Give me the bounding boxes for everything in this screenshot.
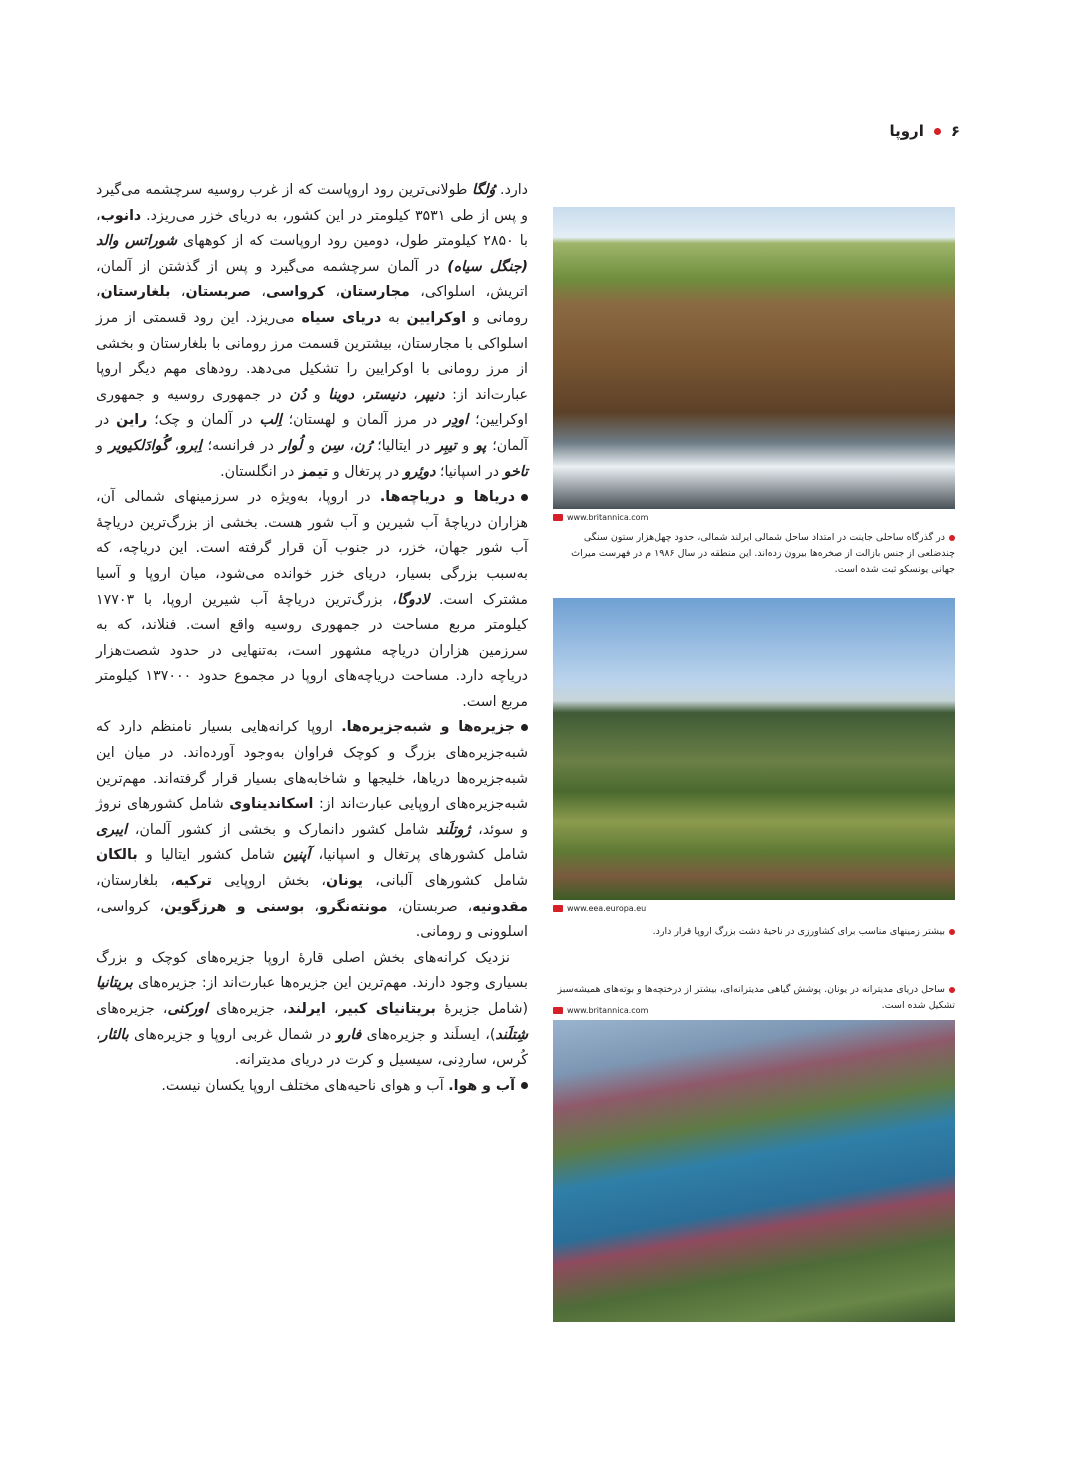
bullet-icon: [521, 1082, 528, 1089]
photo-source-3: www.britannica.com: [553, 1006, 648, 1015]
paragraph-lakes: دریاها و دریاچه‌ها. در اروپا، به‌ویژه در سرزمینهای شمالی آن، هزاران دریاچهٔ آب شیرین و آب شور هست. بخشی از بزرگ‌ترین دریاچهٔ آب شور جهان، خزر، در جنوب آن قرار گرفته است. این دریاچه، که به‌سبب بزرگی بسیار، دریای خزر خوانده می‌شود، میان اروپا و آسیا مشترک است. لادوگا، بزرگ‌ترین دریاچهٔ آب شیرین اروپا، با ۱۷۷۰۳ کیلومتر مربع مساحت در جمهوری روسیه واقع است. فنلاند، که به سرزمین هزاران دریاچه مشهور است، به‌تنهایی در حدود شصت‌هزار دریاچه دارد. مساحت دریاچه‌های اروپا در مجموع حدود ۱۳۷۰۰۰ کیلومتر مربع است.: [96, 489, 528, 710]
photo-european-plain: [553, 598, 955, 900]
paragraph-islands: جزیره‌ها و شبه‌جزیره‌ها. اروپا کرانه‌هایی بسیار نامنظم دارد که شبه‌جزیره‌های بزرگ و کوچک فراوان به‌وجود آورده‌اند. در میان این شبه‌جزیره‌ها دریاها، خلیجها و شاخابه‌های بسیار قرار گرفته‌اند. مهم‌ترین شبه‌جزیره‌های اروپایی عبارت‌اند از: اسکاندیناوی شامل کشورهای نروژ و سوئد، ژوتلَند شامل کشور دانمارک و بخشی از کشور آلمان، ایبری شامل کشورهای پرتغال و اسپانیا، آپنین شامل کشور ایتالیا و بالکان شامل کشورهای آلبانی، یونان، بخش اروپایی ترکیه، بلغارستان، مقدونیه، صربستان، مونته‌نگرو، بوسنی و هرزگوین، کرواسی، اسلوونی و رومانی.: [96, 719, 529, 941]
photo-caption-1: در گذرگاه ساحلی جاینت در امتداد ساحل شمالی ایرلند شمالی، حدود چهل‌هزار ستون سنگی چندضلعی از جنس بازالت از صخره‌ها بیرون زده‌اند. این منطقه در سال ۱۹۸۶ م در فهرست میراث جهانی یونسکو ثبت شده است.: [571, 532, 955, 575]
photo-greek-coast: [553, 1020, 955, 1322]
page-title: اروپا: [889, 122, 924, 140]
bullet-icon: [521, 494, 528, 501]
bullet-dot-icon: [934, 128, 941, 135]
photo-source-2: www.eea.europa.eu: [553, 904, 646, 913]
photo-caption-2: بیشتر زمینهای مناسب برای کشاورزی در ناحیهٔ دشت بزرگ اروپا قرار دارد.: [553, 924, 955, 940]
paragraph-rivers: دارد. وُلگا طولانی‌ترین رود اروپاست که از غرب روسیه سرچشمه می‌گیرد و پس از طی ۳۵۳۱ کیلومتر در این کشور، به دریای خزر می‌ریزد. دانوب، با ۲۸۵۰ کیلومتر طول، دومین رود اروپاست که از کوههای شوراتس والد (جنگل سیاه) در آلمان سرچشمه می‌گیرد و پس از گذشتن از آلمان، اتریش، اسلواکی، مجارستان، کرواسی، صربستان، بلغارستان، رومانی و اوکرایین به دریای سیاه می‌ریزد. این رود قسمتی از مرز اسلواکی با مجارستان، بیشترین قسمت مرز رومانی با بلغارستان و بخشی از مرز رومانی با اوکرایین را تشکیل می‌دهد. رودهای مهم دیگر اروپا عبارت‌اند از: دنیپر، دنیستر، دوینا و دُن در جمهوری روسیه و جمهوری اوکرایین؛ اودِر در مرز آلمان و لهستان؛ اِلب در آلمان و چک؛ راین در آلمان؛ پو و تیبِر در ایتالیا؛ رُن، سِن و لُوار در فرانسه؛ اِبرو، گُوادَلکیویر و تاخو در اسپانیا؛ دوئِرو در پرتغال و تیمز در انگلستان.: [96, 182, 528, 480]
photo-source-1: www.britannica.com: [553, 513, 648, 522]
source-marker-icon: [553, 514, 563, 521]
photo-caption-3: ساحل دریای مدیترانه در یونان. پوشش گیاهی مدیترانه‌ای، بیشتر از درختچه‌ها و بوته‌های همیشه‌سبز تشکیل شده است.: [557, 984, 955, 1011]
bullet-icon: [521, 724, 528, 731]
photo-giants-causeway: [553, 207, 955, 509]
source-marker-icon: [553, 905, 563, 912]
caption-dot-icon: [949, 535, 955, 541]
page-header: [889, 122, 960, 140]
source-marker-icon: [553, 1007, 563, 1014]
caption-dot-icon: [949, 929, 955, 935]
main-text: [96, 178, 528, 1099]
paragraph-climate: آب و هوا. آب و هوای ناحیه‌های مختلف اروپا یکسان نیست.: [96, 1074, 528, 1100]
caption-dot-icon: [949, 987, 955, 993]
paragraph-nearby-islands: نزدیک کرانه‌های بخش اصلی قارهٔ اروپا جزیره‌های کوچک و بزرگ بسیاری وجود دارند. مهم‌ترین این جزیره‌ها عبارت‌اند از: جزیره‌های بریتانیا (شامل جزیرهٔ بریتانیای کبیر، ایرلند، جزیره‌های اورکنی، جزیره‌های شِتلَند)، ایسلَند و جزیره‌های فارو در شمال غربی اروپا و جزیره‌های بالئار، کُرس، ساردِنی، سیسیل و کرت در دریای مدیترانه.: [96, 949, 528, 1069]
page-number: ۶: [950, 122, 960, 140]
